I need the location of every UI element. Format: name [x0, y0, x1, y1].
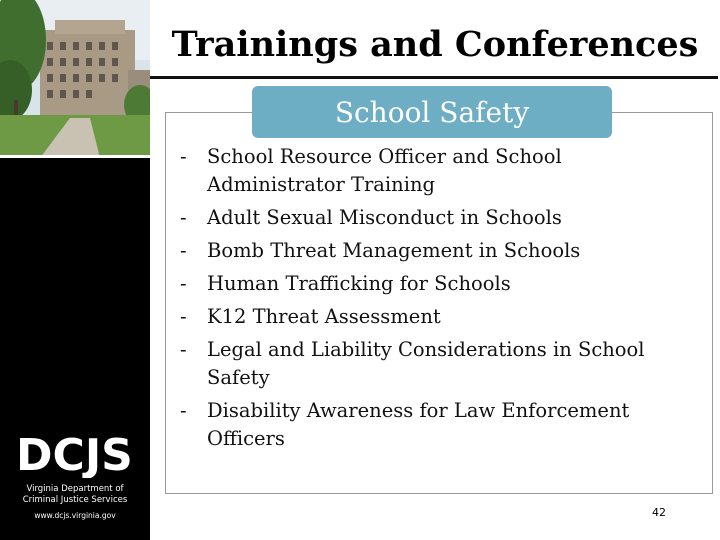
bullet-dash: - [180, 239, 187, 262]
bullet-dash: - [180, 206, 187, 229]
bullet-dash: - [180, 338, 187, 361]
dcjs-logo [16, 428, 136, 478]
list-item-text: Disability Awareness for Law Enforcement Officers [207, 399, 630, 450]
page-number: 42 [652, 506, 666, 519]
list-item [180, 336, 680, 392]
bullet-dash: - [180, 305, 187, 328]
agency-name [4, 484, 146, 506]
bullet-dash: - [180, 145, 187, 168]
list-item [180, 303, 680, 331]
sidebar [0, 0, 150, 540]
list-item-text: Human Trafficking for Schools [207, 272, 511, 295]
agency-line-1: Virginia Department of [26, 484, 124, 494]
list-item [180, 270, 680, 298]
agency-line-2: Criminal Justice Services [22, 495, 128, 505]
section-badge: School Safety [252, 86, 612, 138]
bullet-dash: - [180, 272, 187, 295]
agency-url[interactable]: www.dcjs.virginia.gov [34, 511, 116, 520]
bullet-list [180, 143, 680, 458]
list-item [180, 237, 680, 265]
title-divider [150, 76, 718, 79]
list-item-text: School Resource Officer and School Administrator Training [207, 145, 562, 196]
list-item-text: Legal and Liability Considerations in School Safety [207, 338, 645, 389]
list-item [180, 204, 680, 232]
list-item [180, 397, 680, 453]
list-item-text: Bomb Threat Management in Schools [207, 239, 581, 262]
building-photo [0, 0, 150, 158]
slide-title: Trainings and Conferences [171, 24, 699, 65]
list-item-text: K12 Threat Assessment [207, 305, 441, 328]
dcjs-logo-text: DCJS [16, 430, 133, 478]
list-item [180, 143, 680, 199]
list-item-text: Adult Sexual Misconduct in Schools [207, 206, 562, 229]
bullet-dash: - [180, 399, 187, 422]
